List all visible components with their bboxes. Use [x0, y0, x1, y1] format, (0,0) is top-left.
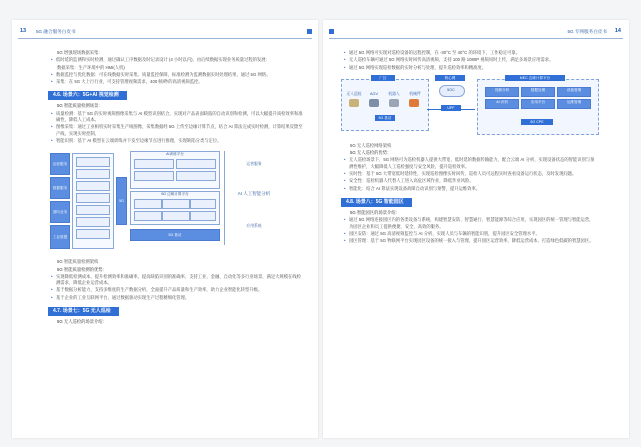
bullet: • 无人巡检场景下，5G 网络可为巡检机器人提供大带宽、低时延的数据传输能力，配合云端 AI 分析，实现设备状态的智能识别与预测性维护，大幅降低人工巡检强度与安全风险，提升巡检效率。 — [341, 157, 597, 170]
bullet: • 质量检测：基于 5G 的实时视频图像采集与 AI 模型识别结合，实现对产品表面缺陷的自动识别和检测，可以大幅提升质检效率和准确性，降低人工成本。 — [48, 111, 304, 124]
link-line — [461, 109, 475, 110]
figure-caption: 5G 智能质量检测架构 — [57, 259, 99, 265]
edge-item: 运维管理 — [557, 99, 591, 109]
paragraph: 5G 增强现场数据采集： — [57, 50, 103, 55]
section-heading: 4.7. 场景七：5G 无人巡检 — [48, 307, 119, 316]
diagram-side-label: 工业数据 — [50, 225, 70, 249]
left-page — [12, 20, 318, 438]
diagram-5g-label: 5G — [116, 177, 127, 225]
bullet: • 通过 5G 网络连接园区内的各类设备与系统，构建智慧安防、智慧通行、智慧能源等综合应用，实现园区的统一管理与智能运营，为园区企业和员工提供便捷、安全、高效的服务。 — [341, 217, 597, 230]
edge-item: AI 识别 — [485, 99, 519, 109]
ai-platform-label: AI训练平台 — [166, 152, 184, 157]
bullet: • 通过 5G 网络实现巡检数据的实时分析与处理，提升巡检效率和精准度。 — [341, 65, 597, 71]
header-marker-icon — [329, 29, 334, 34]
edge-item: 视频分析 — [485, 87, 519, 97]
device-box — [76, 157, 110, 167]
cpe-label: 5G CPE — [521, 119, 553, 125]
bullet: • 智能识别：基于 AI 模型在云端训练并下发至边缘节点进行推理，实现缺陷分类与定位。 — [48, 138, 304, 144]
bullet: • 智能化：结合 AI 算法实现设备故障自动识别与预警，提升运维效率。 — [341, 186, 597, 192]
device-label: 无人巡检 — [346, 91, 362, 96]
module-box — [134, 171, 174, 181]
right-page-header — [329, 26, 623, 39]
right-page — [323, 20, 629, 438]
device-label: 机械臂 — [409, 91, 421, 96]
bullet: • 园区管理：基于 5G 物联网平台实现园区设备的统一接入与管理，提升园区运营效率，降低运营成本，打造绿色低碳的智慧园区。 — [341, 238, 597, 244]
bullet: • 实时性：基于 5G 大带宽低时延特性，实现巡检图像实时回传，巡检人员可远程实时查看设备运行状态，及时发现问题。 — [341, 171, 597, 177]
bullet: • 通过 5G 网络可实现对巡检设备的远程控制，在 -30°C 至 40°C 的环境下，工作稳定可靠。 — [341, 50, 597, 56]
diagram-right-label: 运营服务 — [246, 162, 262, 167]
page-number: 14 — [614, 28, 621, 34]
page-number: 13 — [20, 28, 27, 34]
device-box — [76, 181, 110, 191]
header-marker-icon — [307, 29, 312, 34]
diagram-right-label: 应用系统 — [246, 224, 262, 229]
diagram-side-label: 运营服务 — [50, 153, 70, 175]
network-diagram — [341, 75, 597, 137]
subheading: 5G 无人巡检的优势： — [350, 150, 392, 156]
running-title: 5G 专网服务白皮书 — [567, 29, 607, 34]
module-box — [162, 211, 190, 221]
module-box — [190, 211, 216, 221]
diagram-side-label: 面向业务 — [50, 201, 70, 223]
edge-platform-label: 5G 边缘计算平台 — [161, 192, 189, 197]
subheading: 5G 智能质量检测场景： — [57, 103, 103, 109]
paragraph: 数据采集：生产环境中的 HMI(人机) — [57, 64, 125, 70]
router-label: UPF — [441, 105, 461, 111]
bullet: • 实现降低检测成本，提升检测效率和准确率，提高缺陷识别的准确率，支持工业、金融、自动化等多行业场景，满足大规模在线检测需求，降低企业运营成本。 — [48, 274, 304, 287]
base-station-label: 5G 基站 — [375, 115, 395, 121]
subheading: 5G 智能园区的场景介绍： — [350, 209, 400, 215]
module-box — [190, 199, 216, 209]
right-page-body — [341, 50, 597, 245]
core-label: 5GC — [447, 87, 455, 92]
edge-item: 应用平台 — [521, 99, 555, 109]
architecture-diagram — [48, 147, 304, 255]
link-line — [427, 109, 441, 110]
bullet: • 采集：在 5G 大上行行业，可支持管理视频需求，400 帧/秒的高清视频监控。 — [48, 79, 304, 85]
section-heading: 4.6. 场景六：5G+AI 视觉检测 — [48, 91, 127, 100]
diagram-side-label: 数据服务 — [50, 177, 70, 199]
subheading: 5G 无人巡检的场景介绍： — [57, 319, 107, 325]
zone-label: 核心网 — [435, 75, 465, 81]
device-box — [76, 229, 110, 239]
module-box — [134, 199, 162, 209]
zone-label: 厂区 — [371, 75, 395, 81]
figure-caption: 5G 无人巡检网络架构 — [350, 142, 392, 148]
bullet: • 园区安防：通过 5G 高清视频监控与 AI 分析，实现人员与车辆的智能识别，提升园区安全管理水平。 — [341, 231, 597, 237]
device-label: 机器人 — [388, 91, 400, 96]
left-page-header — [18, 26, 312, 39]
bullet: • 安全性：巡检机器人代替人工进入高危区域作业，降低作业风险。 — [341, 178, 597, 184]
agv-icon — [369, 99, 379, 107]
robot-icon — [349, 99, 359, 107]
device-box — [76, 193, 110, 203]
divider — [224, 151, 225, 245]
module-box — [176, 159, 216, 169]
running-title: 5G 融合服务白皮书 — [36, 29, 76, 34]
base-station-box: 5G 基站 — [130, 229, 220, 241]
subheading: 5G 智能质量检测的优势： — [57, 266, 107, 272]
module-box — [134, 211, 162, 221]
edge-item: 数据处理 — [521, 87, 555, 97]
bullet: • 基于数据分析能力，支持多维度的生产数据分析，全面提升产品质量和生产效率，助力企业智能化转型升级。 — [48, 287, 304, 293]
robot-icon — [389, 99, 399, 107]
device-box — [76, 205, 110, 215]
module-box — [176, 171, 216, 181]
module-box — [162, 199, 190, 209]
device-box — [76, 169, 110, 179]
edge-item: 设备管理 — [557, 87, 591, 97]
ai-platform-box — [130, 151, 220, 189]
device-box — [76, 217, 110, 227]
bullet: • 基于企业的工业互联网平台，通过数据驱动实现生产过程精细化管理。 — [48, 295, 304, 301]
zone-label: MEC 边缘计算平台 — [505, 75, 565, 81]
module-box — [134, 159, 174, 169]
device-label: AGV — [369, 91, 379, 96]
bullet: • 数据监控与优化数据：可在线数据实时采集、质量监控保障，标准检测为监测数据实时处理结果，通过 5G 网络。 — [48, 72, 304, 78]
section-heading: 4.8. 场景八：5G 智能园区 — [341, 198, 412, 207]
bullet: • 低时延的监测和实时检测，通过确认工序数据及时记录设计 (4 小时以内)，由后续数据实现业务质量过程的发展： — [48, 57, 304, 63]
robot-arm-icon — [409, 99, 419, 107]
bullet: • 图像采集：通过工业相机实时采集生产线图像，采集数据经 5G 上传至边缘计算节点，结合 AI 算法完成实时检测，计算结果反馈至产线，实现实时控制。 — [48, 124, 304, 137]
diagram-right-label: AI 人工智能分析 — [237, 191, 271, 197]
bullet: • 无人巡检车辆可通过 5G 网络实时回传高清视频，支持 100 路 1080P 视频同时上传，满足多场景应用需求。 — [341, 57, 597, 63]
left-page-body — [48, 50, 304, 326]
